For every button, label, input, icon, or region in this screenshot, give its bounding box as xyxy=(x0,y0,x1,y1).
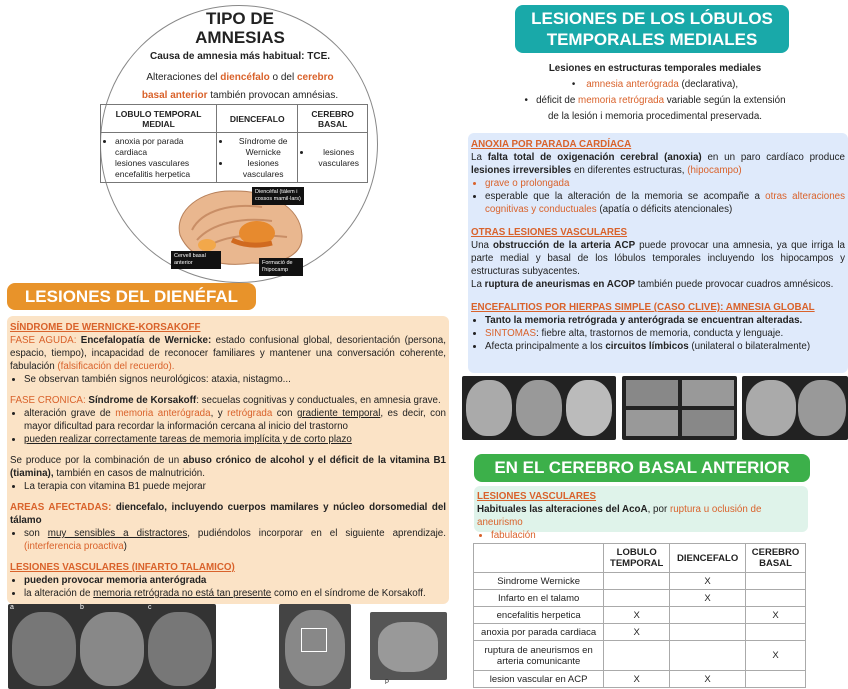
table-row: Infarto en el talamo X xyxy=(474,590,806,607)
list-item: • Síndrome de Wernicke xyxy=(231,136,295,158)
label-diencefal: Diencèfal (tàlem i cossos mamil·lars) xyxy=(252,187,304,205)
list-item: • son muy sensibles a distractores, pudiéndolos incorporar en el siguiente aprendizaje. (interferencia proactiva) xyxy=(24,527,446,553)
list-item: • alteración grave de memoria anterógrada, y retrógrada con gradiente temporal, es decir, con mayor dificultad para recordar la información cercana al inicio del trastorno xyxy=(24,407,446,433)
list-item: • La terapia con vitamina B1 puede mejorar xyxy=(24,480,446,493)
table-row: Sindrome Wernicke X xyxy=(474,573,806,590)
list-item: • pueden realizar correctamente tareas de memoria implícita y de corto plazo xyxy=(24,433,446,446)
list-item: • Tanto la memoria retrógrada y anterógrada se encuentran alteradas. xyxy=(485,314,845,327)
otras-heading: OTRAS LESIONES VASCULARES xyxy=(471,227,628,238)
temporal-intro: Lesiones en estructuras temporales mediales • amnesia anterógrada (declarativa), • déficit de memoria retrógrada variable según la extensión de la lesión i memoria procedimental preservada. xyxy=(524,63,786,122)
tipo-title: TIPO DE AMNESIAS xyxy=(195,9,285,47)
list-item: • grave o prolongada xyxy=(485,177,845,190)
table-header: CEREBRO BASAL xyxy=(746,544,806,573)
list-item: encefalitis herpetica xyxy=(115,168,191,179)
list-item: • Se observan también signos neurológicos: ataxia, nistagmo... xyxy=(24,373,446,386)
encefalitis-heading: ENCEFALITIOS POR HIERPAS SIMPLE (CASO CLIVE): AMNESIA GLOBAL xyxy=(471,302,815,313)
mri-scan-encefalitis-2 xyxy=(622,376,737,440)
temporal-content: ANOXIA POR PARADA CARDÍACA La falta total de oxigenación cerebral (anoxia) en un paro cardíaco produce lesiones irreversibles en diferentes estructuras, (hipocampo) • grave o prolongada • esperable que la alteración de la memoria se acompañe a otras alteraciones cognitivas y conductuales (apatía o déficits atencionales) OTRAS LESIONES VASCULARES Una obstrucción de la arteria ACP puede provocar una amnesia, ya que irriga la parte medial y basal de los lóbulos temporales incluyendo los hipocampos y estructuras subyacentes. La ruptura de aneurismas en ACOP también puede provocar cuadros amnésicos. ENCEFALITIOS POR HIERPAS SIMPLE (CASO CLIVE): AMNESIA GLOBAL • Tanto la memoria retrógrada y anterógrada se encuentran alteradas. • SINTOMAS: fiebre alta, trastornos de memoria, conducta y lenguaje. • Afecta principalmente a los circuitos límbicos (unilateral o bilateralmente) xyxy=(471,138,845,353)
list-item: • la alteración de memoria retrógrada no está tan presente como en el síndrome de Korsakoff. xyxy=(24,587,446,600)
col-header: DIENCEFALO xyxy=(217,105,298,133)
mri-scan-coronal xyxy=(279,604,351,689)
mri-scan-axial: a b c xyxy=(8,604,216,689)
list-item: • fabulación xyxy=(491,529,807,542)
table-row: encefalitis herpetica X X xyxy=(474,607,806,624)
list-item: • anoxia por parada cardiaca xyxy=(115,136,214,158)
list-item: lesiones vasculares xyxy=(115,157,190,168)
wernicke-heading: SÍNDROME DE WERNICKE-KORSAKOFF xyxy=(10,322,201,333)
table-row: anoxia por parada cardiaca X xyxy=(474,624,806,641)
tipo-cause: Causa de amnesia más habitual: TCE. xyxy=(149,51,331,62)
summary-table xyxy=(473,543,806,688)
label-cervell: Cervell basal anterior xyxy=(171,251,221,269)
basal-vasc-heading: LESIONES VASCULARES xyxy=(477,491,597,502)
basal-content: LESIONES VASCULARES Habituales las alteraciones del AcoA, por ruptura u oclusión de aneurismo • fabulación xyxy=(477,490,807,542)
mri-scan-encefalitis-3 xyxy=(742,376,848,440)
basal-title: EN EL CEREBRO BASAL ANTERIOR xyxy=(474,454,810,482)
amnesia-types-table xyxy=(100,104,368,183)
col-header: LOBULO TEMPORAL MEDIAL xyxy=(101,105,217,133)
list-item: • SINTOMAS: fiebre alta, trastornos de memoria, conducta y lenguaje. xyxy=(485,327,845,340)
mri-scan-zoom xyxy=(370,612,447,680)
table-header: LOBULO TEMPORAL xyxy=(604,544,670,573)
mri-scan-encefalitis-1 xyxy=(462,376,616,440)
table-header xyxy=(474,544,604,573)
list-item: • lesiones vasculares xyxy=(312,147,365,169)
table-row: lesion vascular en ACP X X xyxy=(474,671,806,688)
anoxia-heading: ANOXIA POR PARADA CARDÍACA xyxy=(471,139,632,150)
vasculares-heading: LESIONES VASCULARES (INFARTO TALAMICO) xyxy=(10,562,235,573)
table-row: ruptura de aneurismos en arteria comunicante X xyxy=(474,641,806,671)
tipo-paragraph: Alteraciones del diencéfalo o del cerebro basal anterior también provocan amnésias. xyxy=(141,72,339,101)
list-item: • esperable que la alteración de la memoria se acompañe a otras alteraciones cognitivas y conductuales (apatía o déficits atencionales) xyxy=(485,190,845,216)
list-item: • pueden provocar memoria anterógrada xyxy=(24,574,446,587)
list-item: • Afecta principalmente a los circuitos límbicos (unilateral o bilateralmente) xyxy=(485,340,845,353)
dienefal-content: SÍNDROME DE WERNICKE-KORSAKOFF FASE AGUDA: Encefalopatía de Wernicke: estado confusional global, desorientación (persona, espacio, tiempo), incapacidad de reconocer familiares y mantener una conversación coherente, fabulación (falsificación del recuerdo). • Se observan también signos neurológicos: ataxia, nistagmo... FASE CRONICA: Síndrome de Korsakoff: secuelas cognitivas y conductuales, en amnesia grave. • alteración grave de memoria anterógrada, y retrógrada con gradiente temporal, es decir, con mayor dificultad para recordar la información cercana al inicio del trastorno • pueden realizar correctamente tareas de memoria implícita y de corto plazo Se produce por la combinación de un abuso crónico de alcohol y el déficit de la vitamina B1 (tiamina), también en casos de malnutrición. • La terapia con vitamina B1 puede mejorar AREAS AFECTADAS: diencefalo, incluyendo cuerpos mamilares y núcleo dorsomedial del tálamo • son muy sensibles a distractores, pudiéndolos incorporar en el siguiente aprendizaje. (interferencia proactiva) LESIONES VASCULARES (INFARTO TALAMICO) • pueden provocar memoria anterógrada • la alteración de memoria retrógrada no está tan presente como en el síndrome de Korsakoff. xyxy=(10,321,446,600)
col-header: CEREBRO BASAL xyxy=(298,105,368,133)
scan-label: P xyxy=(385,680,390,686)
temporal-title: LESIONES DE LOS LÓBULOS TEMPORALES MEDIALES xyxy=(515,5,789,53)
table-header: DIENCEFALO xyxy=(670,544,746,573)
dienefal-title: LESIONES DEL DIENÉFAL xyxy=(7,283,256,310)
list-item: • lesiones vasculares xyxy=(231,158,295,180)
label-hipocamp: Formació de l'hipocamp xyxy=(259,258,303,276)
